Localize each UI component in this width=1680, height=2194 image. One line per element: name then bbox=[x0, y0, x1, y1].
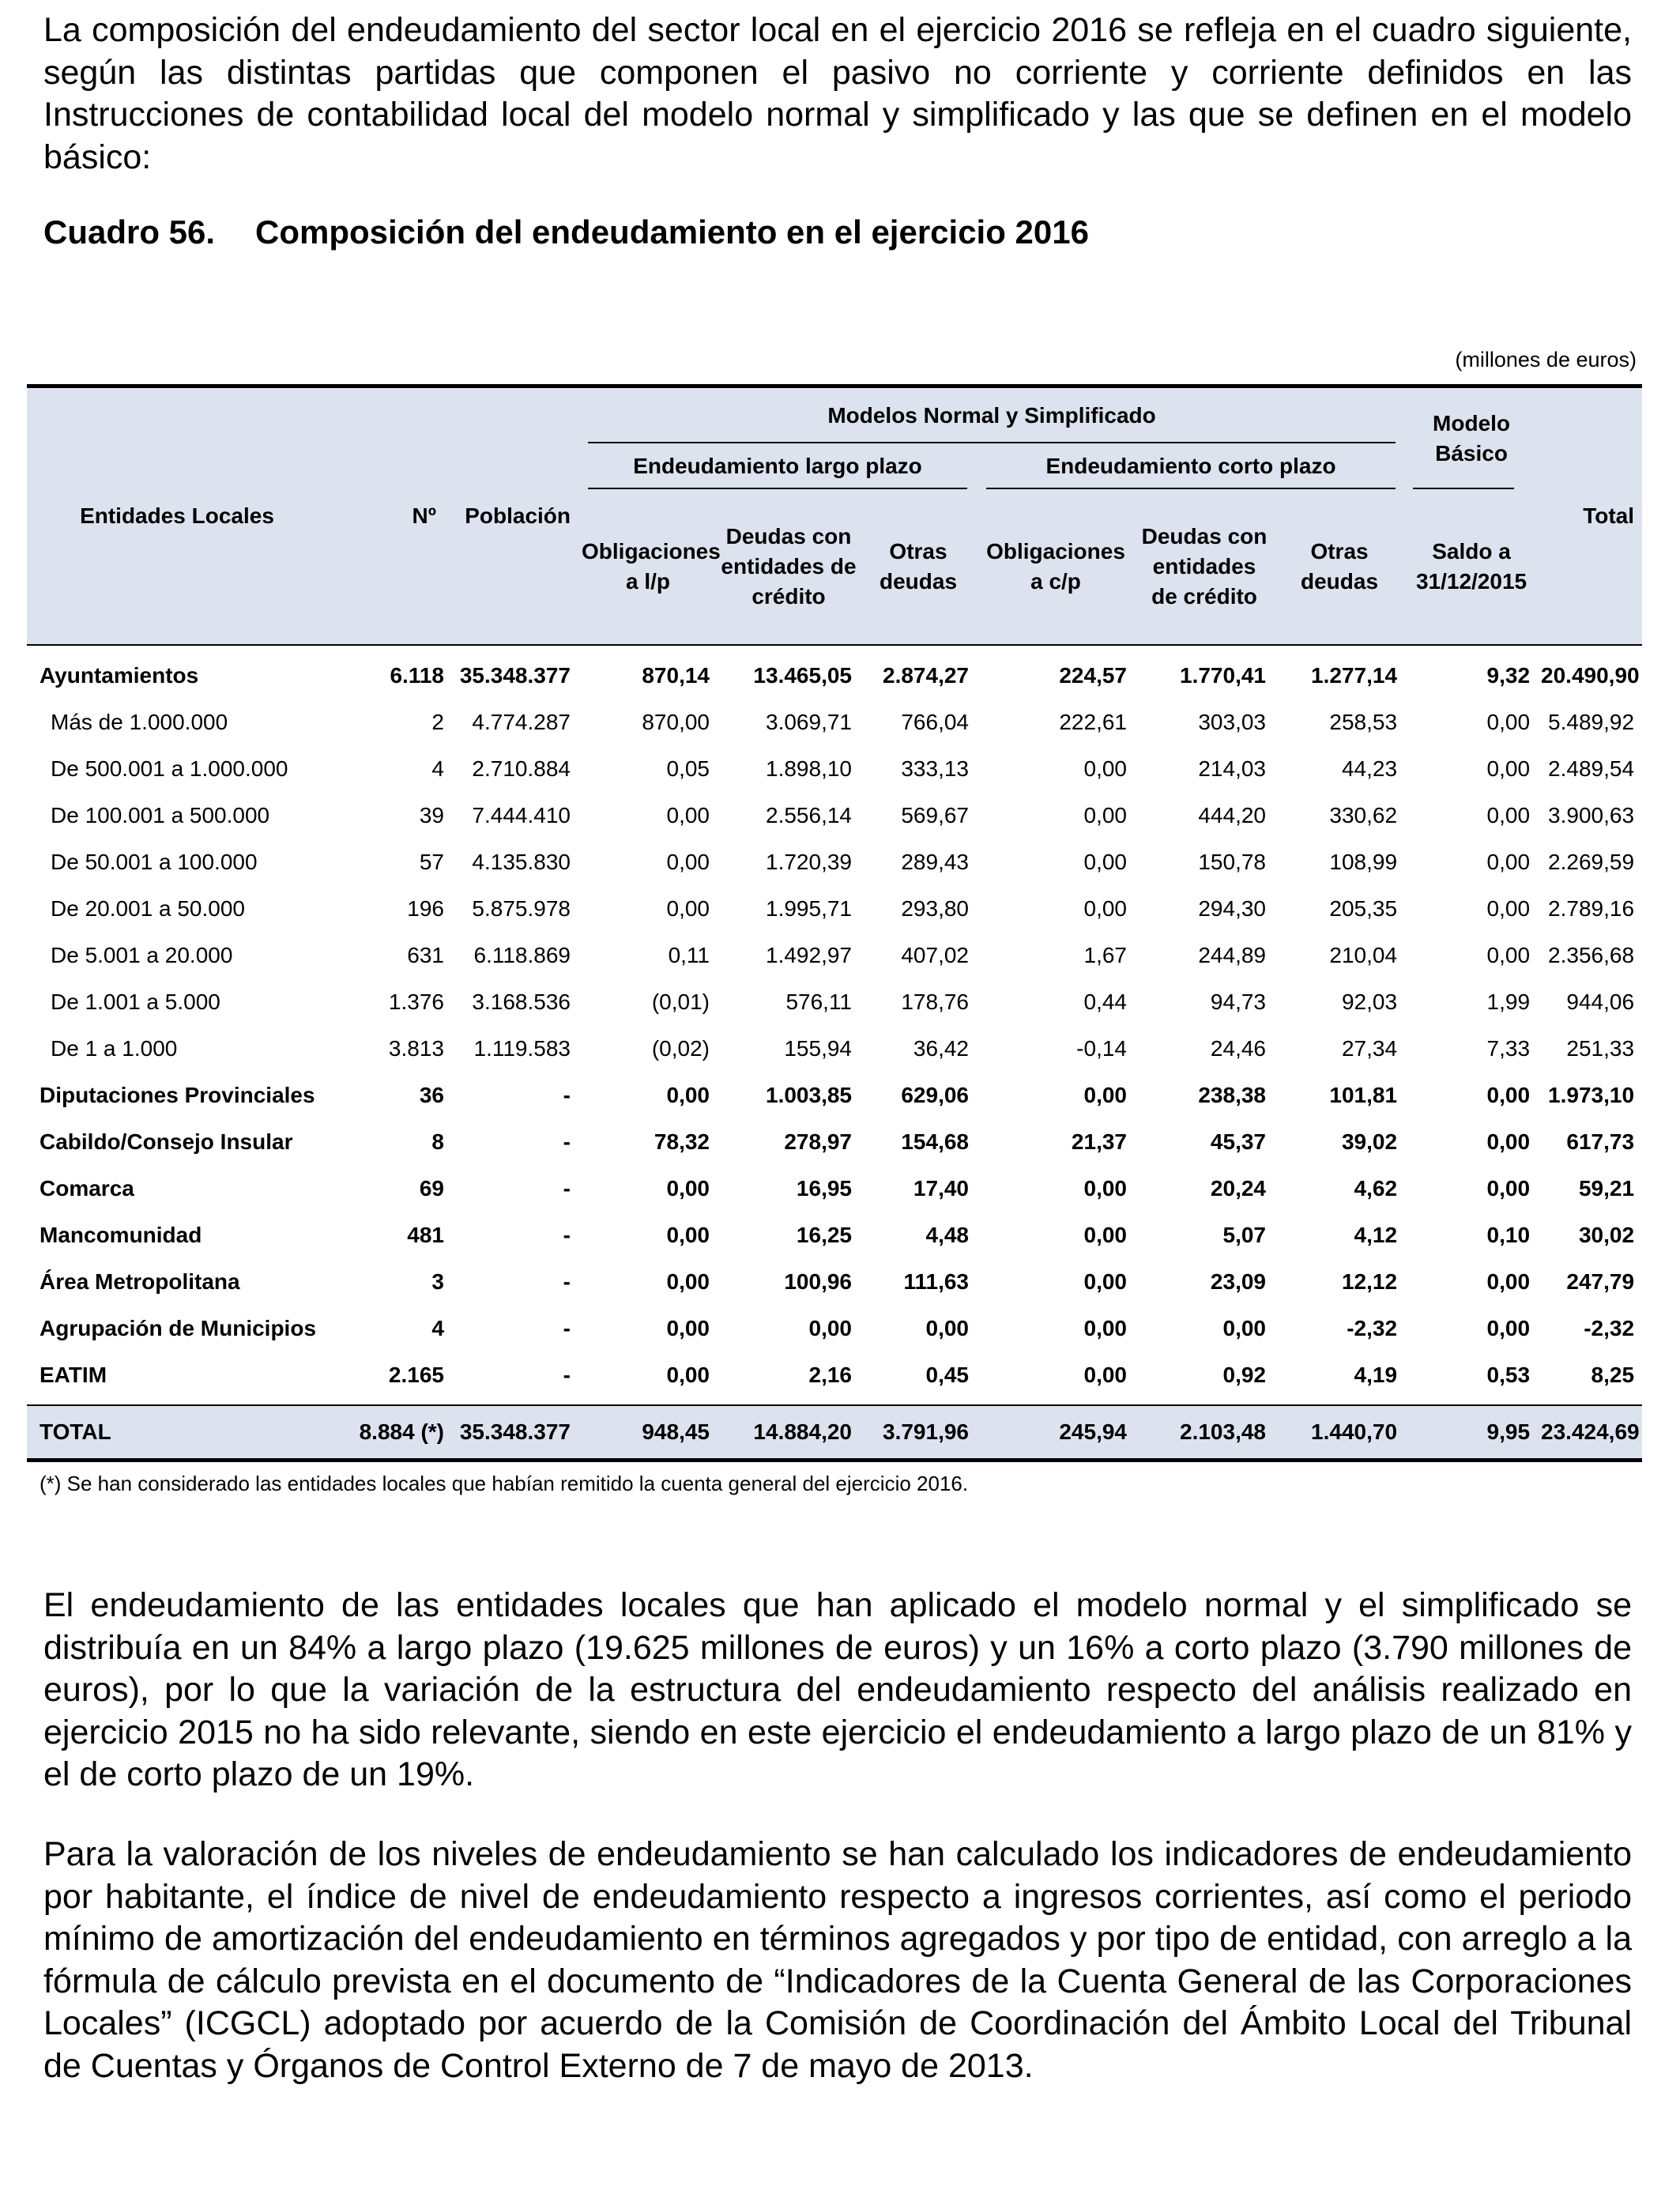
header-obligaciones-cp: Obligaciones a c/p bbox=[977, 489, 1135, 645]
table-row bbox=[27, 745, 1642, 792]
total-row bbox=[27, 1405, 1642, 1461]
table-cell: 39 bbox=[419, 802, 444, 827]
table-cell: 330,62 bbox=[1329, 802, 1398, 827]
table-cell: 0,92 bbox=[1222, 1362, 1266, 1387]
table-cell: 214,03 bbox=[1198, 756, 1266, 781]
table-cell: 3 bbox=[431, 1269, 444, 1294]
total-cell: 1.440,70 bbox=[1274, 1405, 1405, 1461]
table-cell: 2.789,16 bbox=[1548, 895, 1635, 921]
table-cell: 8 bbox=[431, 1129, 444, 1154]
table-cell: 1.720,39 bbox=[766, 849, 852, 874]
table-cell: 1.995,71 bbox=[766, 895, 852, 921]
table-cell: 23,09 bbox=[1210, 1269, 1266, 1294]
table-cell: 5,07 bbox=[1222, 1222, 1266, 1247]
total-cell: 35.348.377 bbox=[452, 1405, 578, 1461]
table-cell: Mancomunidad bbox=[40, 1222, 202, 1247]
table-cell: 2.489,54 bbox=[1548, 756, 1635, 781]
table-cell: 2.710.884 bbox=[472, 756, 571, 781]
table-cell: 4,62 bbox=[1354, 1175, 1398, 1201]
table-cell: 294,30 bbox=[1198, 895, 1266, 921]
table-cell: 0,00 bbox=[1486, 1175, 1531, 1201]
table-cell: Área Metropolitana bbox=[40, 1269, 240, 1294]
table-cell: 0,00 bbox=[1486, 1129, 1531, 1154]
total-cell: 2.103,48 bbox=[1135, 1405, 1274, 1461]
table-row bbox=[27, 1025, 1642, 1072]
table-caption bbox=[43, 213, 1089, 251]
table-cell: -0,14 bbox=[1076, 1035, 1127, 1061]
table-row bbox=[27, 1165, 1642, 1212]
total-cell: 14.884,20 bbox=[718, 1405, 860, 1461]
table-cell: 1,67 bbox=[1083, 942, 1127, 967]
table-cell: 0,00 bbox=[666, 1315, 710, 1340]
table-cell: 45,37 bbox=[1210, 1129, 1266, 1154]
table-cell: Diputaciones Provinciales bbox=[40, 1082, 315, 1107]
table-cell: 4 bbox=[431, 1315, 444, 1340]
table-cell: 303,03 bbox=[1198, 709, 1266, 734]
header-poblacion: Población bbox=[452, 386, 578, 646]
table-row bbox=[27, 1351, 1642, 1405]
header-entidades: Entidades Locales bbox=[27, 386, 327, 646]
table-cell: 0,00 bbox=[808, 1315, 852, 1340]
table-cell: 333,13 bbox=[901, 756, 969, 781]
table-cell: 4,48 bbox=[925, 1222, 969, 1247]
table-row bbox=[27, 1305, 1642, 1351]
table-cell: 35.348.377 bbox=[459, 662, 571, 688]
table-cell: 0,00 bbox=[666, 802, 710, 827]
table-cell: - bbox=[563, 1175, 571, 1201]
table-cell: 0,00 bbox=[1486, 709, 1531, 734]
table-cell: (0,02) bbox=[651, 1035, 710, 1061]
table-cell: 870,00 bbox=[642, 709, 710, 734]
table-cell: 1,99 bbox=[1486, 989, 1531, 1014]
table-cell: 0,00 bbox=[666, 1082, 710, 1107]
total-cell: 9,95 bbox=[1405, 1405, 1538, 1461]
table-cell: 1.770,41 bbox=[1180, 662, 1266, 688]
table-cell: Más de 1.000.000 bbox=[51, 709, 228, 734]
header-total: Total bbox=[1538, 386, 1642, 646]
table-cell: 0,00 bbox=[1083, 1269, 1127, 1294]
table-cell: 57 bbox=[419, 849, 444, 874]
table-row bbox=[27, 1258, 1642, 1305]
table-cell: 27,34 bbox=[1341, 1035, 1398, 1061]
table-cell: 3.813 bbox=[388, 1035, 444, 1061]
table-cell: 5.489,92 bbox=[1548, 709, 1635, 734]
table-cell: 2,16 bbox=[808, 1362, 852, 1387]
header-modelo-basico: Modelo Básico bbox=[1405, 386, 1538, 490]
table-row bbox=[27, 932, 1642, 978]
table-cell: 576,11 bbox=[785, 989, 852, 1014]
table-cell: 0,00 bbox=[925, 1315, 969, 1340]
table-cell: 289,43 bbox=[901, 849, 969, 874]
table-cell: De 100.001 a 500.000 bbox=[51, 802, 270, 827]
paragraph-2: El endeudamiento de las entidades locales que han aplicado el modelo normal y el simplificado se distribuía en un 84% a largo plazo (19.625 millones de euros) y un 16% a corto plazo (3.790 millones de euros), por lo que la variación de la estructura del endeudamiento respecto del análisis realizado en ejercicio 2015 no ha sido relevante, siendo en este ejercicio el endeudamiento a largo plazo de un 81% y el de corto plazo de un 19%. bbox=[43, 1586, 1632, 1793]
table-cell: 2.556,14 bbox=[766, 802, 852, 827]
header-deudas-credito-cp: Deudas con entidades de crédito bbox=[1135, 489, 1274, 645]
table-cell: 17,40 bbox=[913, 1175, 969, 1201]
table-cell: 36 bbox=[419, 1082, 444, 1107]
table-cell: 1.492,97 bbox=[766, 942, 852, 967]
table-cell: 16,95 bbox=[796, 1175, 852, 1201]
table-cell: 6.118.869 bbox=[473, 942, 571, 967]
table-cell: 407,02 bbox=[901, 942, 969, 967]
table-cell: 2.269,59 bbox=[1548, 849, 1635, 874]
table-cell: 4 bbox=[431, 756, 444, 781]
table-cell: 0,00 bbox=[1486, 849, 1531, 874]
table-cell: 1.973,10 bbox=[1548, 1082, 1635, 1107]
table-cell: 2.356,68 bbox=[1548, 942, 1635, 967]
table-body bbox=[27, 645, 1642, 1405]
table-cell: 444,20 bbox=[1198, 802, 1266, 827]
table-cell: 258,53 bbox=[1329, 709, 1398, 734]
table-row bbox=[27, 645, 1642, 699]
table-cell: 3.069,71 bbox=[766, 709, 852, 734]
table-cell: 238,38 bbox=[1198, 1082, 1266, 1107]
table-cell: 39,02 bbox=[1341, 1129, 1398, 1154]
table-cell: 569,67 bbox=[901, 802, 969, 827]
table-cell: 3.900,63 bbox=[1548, 802, 1635, 827]
header-otras-deudas-cp: Otras deudas bbox=[1274, 489, 1405, 645]
table-cell: 766,04 bbox=[901, 709, 969, 734]
table-cell: Agrupación de Municipios bbox=[40, 1315, 317, 1340]
table-cell: 16,25 bbox=[796, 1222, 852, 1247]
table-cell: 0,00 bbox=[1083, 756, 1127, 781]
table-cell: 0,00 bbox=[1083, 895, 1127, 921]
table-cell: 4.135.830 bbox=[472, 849, 571, 874]
table-cell: - bbox=[563, 1129, 571, 1154]
table-cell: Ayuntamientos bbox=[40, 662, 199, 688]
header-saldo: Saldo a 31/12/2015 bbox=[1405, 489, 1538, 645]
total-cell: 23.424,69 bbox=[1538, 1405, 1642, 1461]
table-cell: EATIM bbox=[40, 1362, 107, 1387]
table-cell: 0,05 bbox=[666, 756, 710, 781]
table-row bbox=[27, 839, 1642, 885]
total-cell: TOTAL bbox=[27, 1405, 327, 1461]
table-row bbox=[27, 699, 1642, 745]
table-cell: Comarca bbox=[40, 1175, 134, 1201]
table-cell: 224,57 bbox=[1059, 662, 1127, 688]
table-cell: 5.875.978 bbox=[472, 895, 571, 921]
table-cell: 0,00 bbox=[1083, 1082, 1127, 1107]
intro-paragraph: La composición del endeudamiento del sector local en el ejercicio 2016 se refleja en el cuadro siguiente, según las distintas partidas que componen el pasivo no corriente y corriente definidos en las Instrucciones de contabilidad local del modelo normal y simplificado y las que se definen en el modelo básico: bbox=[43, 11, 1632, 176]
table-cell: 2.165 bbox=[388, 1362, 444, 1387]
units-label: (millones de euros) bbox=[1455, 348, 1637, 371]
table-cell: 0,53 bbox=[1486, 1362, 1531, 1387]
table-row bbox=[27, 1072, 1642, 1118]
total-cell: 245,94 bbox=[977, 1405, 1135, 1461]
table-cell: -2,32 bbox=[1347, 1315, 1398, 1340]
table-cell: 155,94 bbox=[784, 1035, 852, 1061]
table-cell: (0,01) bbox=[651, 989, 710, 1014]
table-cell: - bbox=[563, 1082, 571, 1107]
table-cell: 1.119.583 bbox=[473, 1035, 571, 1061]
table-cell: 24,46 bbox=[1210, 1035, 1266, 1061]
table-cell: 101,81 bbox=[1329, 1082, 1398, 1107]
table-cell: 0,00 bbox=[1486, 942, 1531, 967]
table-cell: 0,00 bbox=[1486, 1082, 1531, 1107]
debt-composition-table bbox=[27, 384, 1642, 1462]
table-cell: 150,78 bbox=[1198, 849, 1266, 874]
table-cell: - bbox=[563, 1315, 571, 1340]
table-cell: 12,12 bbox=[1341, 1269, 1398, 1294]
table-cell: 0,00 bbox=[1486, 802, 1531, 827]
table-cell: 196 bbox=[407, 895, 444, 921]
table-cell: 870,14 bbox=[642, 662, 710, 688]
table-cell: 0,00 bbox=[666, 849, 710, 874]
table-cell: 9,32 bbox=[1486, 662, 1531, 688]
total-cell: 948,45 bbox=[578, 1405, 718, 1461]
table-cell: Cabildo/Consejo Insular bbox=[40, 1129, 293, 1154]
header-n: Nº bbox=[327, 386, 452, 646]
table-cell: 69 bbox=[419, 1175, 444, 1201]
table-cell: 631 bbox=[407, 942, 444, 967]
table-cell: 3.168.536 bbox=[472, 989, 571, 1014]
table-cell: 210,04 bbox=[1329, 942, 1398, 967]
table-cell: 0,00 bbox=[1083, 1315, 1127, 1340]
caption-title: Composición del endeudamiento en el ejercicio 2016 bbox=[255, 213, 1089, 251]
table-cell: 0,00 bbox=[1486, 756, 1531, 781]
header-corto-plazo: Endeudamiento corto plazo bbox=[977, 443, 1405, 489]
caption-number: Cuadro 56. bbox=[43, 213, 216, 251]
total-cell: 8.884 (*) bbox=[327, 1405, 452, 1461]
table-cell: 0,00 bbox=[1222, 1315, 1266, 1340]
table-cell: 944,06 bbox=[1566, 989, 1635, 1014]
table-cell: 0,10 bbox=[1486, 1222, 1531, 1247]
table-cell: 30,02 bbox=[1578, 1222, 1635, 1247]
table-cell: - bbox=[563, 1269, 571, 1294]
table-cell: - bbox=[563, 1222, 571, 1247]
table-cell: De 20.001 a 50.000 bbox=[51, 895, 245, 921]
table-cell: 100,96 bbox=[784, 1269, 852, 1294]
table-cell: 205,35 bbox=[1329, 895, 1398, 921]
table-cell: 4.774.287 bbox=[472, 709, 571, 734]
table-cell: 1.898,10 bbox=[766, 756, 852, 781]
table-cell: 0,00 bbox=[1486, 1269, 1531, 1294]
table-cell: -2,32 bbox=[1584, 1315, 1635, 1340]
table-cell: 4,19 bbox=[1354, 1362, 1398, 1387]
table-cell: 59,21 bbox=[1578, 1175, 1635, 1201]
table-cell: 13.465,05 bbox=[753, 662, 852, 688]
table-cell: 0,00 bbox=[666, 1362, 710, 1387]
table-cell: 0,11 bbox=[668, 942, 710, 967]
table-cell: 36,42 bbox=[913, 1035, 969, 1061]
table-cell: 0,00 bbox=[666, 895, 710, 921]
table-cell: 0,00 bbox=[1486, 1315, 1531, 1340]
table-cell: 20.490,90 bbox=[1541, 662, 1640, 688]
table-cell: 0,00 bbox=[1083, 1222, 1127, 1247]
table-cell: 0,00 bbox=[1083, 802, 1127, 827]
table-cell: 4,12 bbox=[1354, 1222, 1398, 1247]
table-row bbox=[27, 1118, 1642, 1165]
table-cell: 178,76 bbox=[901, 989, 969, 1014]
table-cell: 629,06 bbox=[901, 1082, 969, 1107]
header-obligaciones-lp: Obligaciones a l/p bbox=[578, 489, 718, 645]
table-cell: 0,00 bbox=[666, 1175, 710, 1201]
header-otras-deudas-lp: Otras deudas bbox=[860, 489, 977, 645]
table-cell: 1.003,85 bbox=[766, 1082, 852, 1107]
table-cell: 111,63 bbox=[903, 1269, 969, 1294]
table-cell: 0,00 bbox=[666, 1269, 710, 1294]
table-cell: 2.874,27 bbox=[883, 662, 969, 688]
table-cell: 1.277,14 bbox=[1311, 662, 1398, 688]
table-cell: De 500.001 a 1.000.000 bbox=[51, 756, 288, 781]
table-cell: 0,00 bbox=[1083, 1362, 1127, 1387]
table-cell: 21,37 bbox=[1071, 1129, 1127, 1154]
paragraph-3: Para la valoración de los niveles de endeudamiento se han calculado los indicadores de endeudamiento por habitante, el índice de nivel de endeudamiento respecto a ingresos corrientes, así como el periodo mínimo de amortización del endeudamiento en términos agregados y por tipo de entidad, con arreglo a la fórmula de cálculo prevista en el documento de “Indicadores de la Cuenta General de las Corporaciones Locales” (ICGCL) adoptado por acuerdo de la Comisión de Coordinación del Ámbito Local del Tribunal de Cuentas y Órganos de Control Externo de 7 de mayo de 2013. bbox=[43, 1835, 1632, 2085]
table-cell: 7,33 bbox=[1486, 1035, 1531, 1061]
table-cell: 8,25 bbox=[1591, 1362, 1635, 1387]
table-cell: De 1.001 a 5.000 bbox=[51, 989, 220, 1014]
table-cell: - bbox=[563, 1362, 571, 1387]
table-cell: 78,32 bbox=[654, 1129, 710, 1154]
header-modelos-normal: Modelos Normal y Simplificado bbox=[578, 386, 1405, 444]
header-largo-plazo: Endeudamiento largo plazo bbox=[578, 443, 977, 489]
table-cell: 92,03 bbox=[1341, 989, 1398, 1014]
table-cell: 0,00 bbox=[1083, 1175, 1127, 1201]
table-cell: De 50.001 a 100.000 bbox=[51, 849, 258, 874]
table-cell: 617,73 bbox=[1566, 1129, 1635, 1154]
table-cell: 222,61 bbox=[1059, 709, 1127, 734]
header-deudas-credito-lp: Deudas con entidades de crédito bbox=[718, 489, 860, 645]
table-cell: De 5.001 a 20.000 bbox=[51, 942, 233, 967]
table-cell: 0,00 bbox=[1486, 895, 1531, 921]
total-cell: 3.791,96 bbox=[860, 1405, 977, 1461]
table-row bbox=[27, 792, 1642, 839]
table-cell: 2 bbox=[431, 709, 444, 734]
table-cell: 154,68 bbox=[901, 1129, 969, 1154]
table-cell: 293,80 bbox=[901, 895, 969, 921]
table-cell: 94,73 bbox=[1210, 989, 1266, 1014]
table-cell: 6.118 bbox=[390, 662, 444, 688]
table-row bbox=[27, 885, 1642, 932]
table-footer bbox=[27, 1405, 1642, 1461]
table-cell: 20,24 bbox=[1210, 1175, 1266, 1201]
table-cell: 251,33 bbox=[1566, 1035, 1635, 1061]
table-cell: 1.376 bbox=[388, 989, 444, 1014]
table-cell: 108,99 bbox=[1329, 849, 1398, 874]
table-cell: De 1 a 1.000 bbox=[51, 1035, 178, 1061]
table-cell: 0,44 bbox=[1083, 989, 1127, 1014]
table-cell: 278,97 bbox=[784, 1129, 852, 1154]
table-cell: 244,89 bbox=[1198, 942, 1266, 967]
table-cell: 7.444.410 bbox=[472, 802, 571, 827]
table-row bbox=[27, 978, 1642, 1025]
table-cell: 481 bbox=[407, 1222, 444, 1247]
table-cell: 0,00 bbox=[1083, 849, 1127, 874]
table-footnote: (*) Se han considerado las entidades locales que habían remitido la cuenta general del ejercicio 2016. bbox=[40, 1472, 969, 1495]
table-cell: 0,45 bbox=[925, 1362, 969, 1387]
table-cell: 0,00 bbox=[666, 1222, 710, 1247]
table-cell: 44,23 bbox=[1341, 756, 1398, 781]
table-cell: 247,79 bbox=[1566, 1269, 1635, 1294]
table-header bbox=[27, 386, 1642, 646]
table-row bbox=[27, 1212, 1642, 1258]
